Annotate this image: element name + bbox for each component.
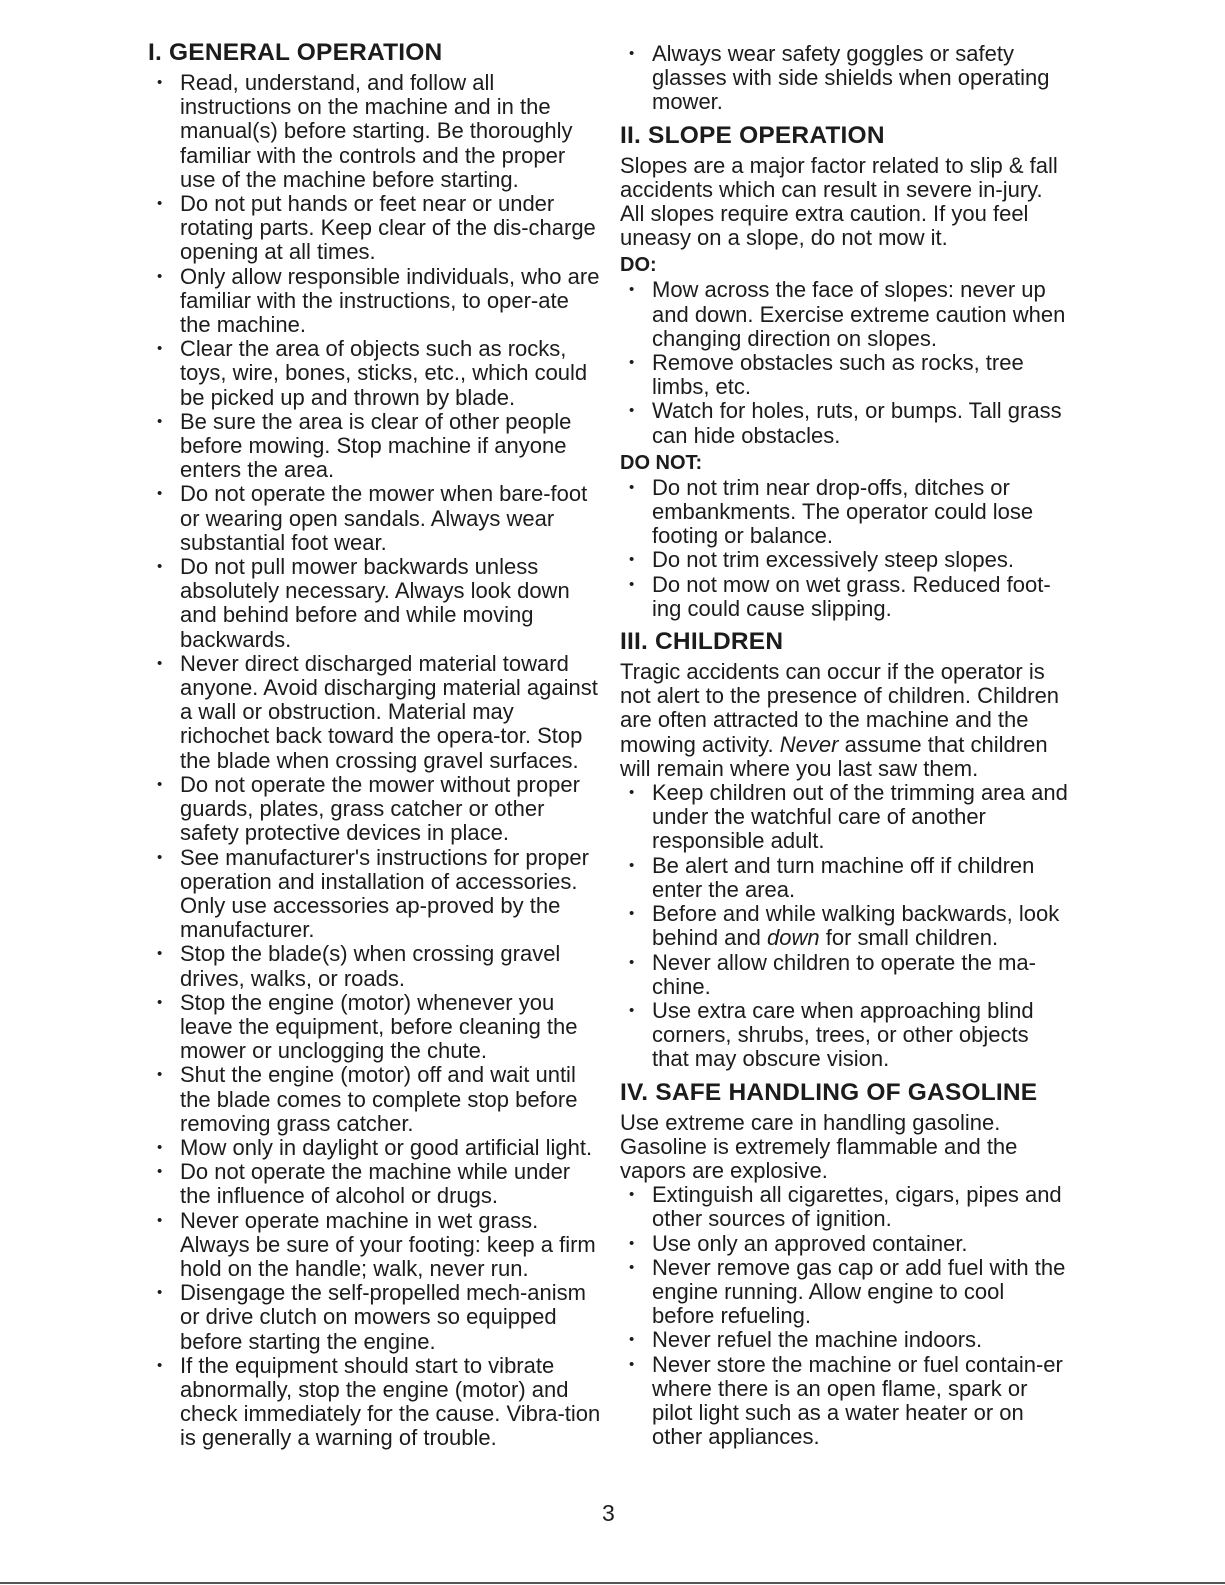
list-item: • Disengage the self-propelled mech-anism or drive clutch on mowers so equipped before starting the engine. [148,1281,604,1354]
general-operation-list [148,71,604,1451]
page-bottom-divider [0,1582,1225,1584]
general-operation-heading: I. GENERAL OPERATION [148,39,443,66]
backwards-emphasis: down [767,925,820,951]
list-item: • Mow across the face of slopes: never up and down. Exercise extreme caution when changing direction on slopes. [620,278,1070,351]
list-item: • See manufacturer's instructions for proper operation and installation of accessories. Only use accessories ap-proved by the manufacturer. [148,846,604,943]
do-heading: DO: [620,254,657,277]
list-item: • Use only an approved container. [620,1232,1070,1256]
list-item: • Never direct discharged material toward anyone. Avoid discharging material against a wall or obstruction. Material may richochet back toward the opera-tor. Stop the blade when crossing gravel surfaces. [148,652,604,773]
list-item: • Do not operate the mower when bare-foot or wearing open sandals. Always wear substantial foot wear. [148,482,604,555]
list-item [620,902,1070,950]
list-item: • Never remove gas cap or add fuel with the engine running. Allow engine to cool before refueling. [620,1256,1070,1329]
list-item: • Never store the machine or fuel contain-er where there is an open flame, spark or pilot light such as a water heater or on other appliances. [620,1353,1070,1450]
list-item: • Do not put hands or feet near or under rotating parts. Keep clear of the dis-charge opening at all times. [148,192,604,265]
list-item: • Do not pull mower backwards unless absolutely necessary. Always look down and behind before and while moving backwards. [148,555,604,652]
list-item: • Read, understand, and follow all instructions on the machine and in the manual(s) before starting. Be thoroughly familiar with the controls and the proper use of the machine before starting. [148,71,604,192]
list-item: • Be alert and turn machine off if children enter the area. [620,854,1070,902]
list-item: • Do not operate the machine while under the influence of alcohol or drugs. [148,1160,604,1208]
list-item: • Be sure the area is clear of other people before mowing. Stop machine if anyone enters the area. [148,410,604,483]
list-item: • Do not trim excessively steep slopes. [620,548,1070,572]
list-item: • Watch for holes, ruts, or bumps. Tall grass can hide obstacles. [620,399,1070,447]
list-item: • Clear the area of objects such as rocks, toys, wire, bones, sticks, etc., which could be picked up and thrown by blade. [148,337,604,410]
list-item: • Remove obstacles such as rocks, tree limbs, etc. [620,351,1070,399]
gasoline-heading: IV. SAFE HANDLING OF GASOLINE [620,1078,1038,1106]
backwards-text: Before and while walking backwards, look behind and [652,901,1060,951]
list-item: • Stop the blade(s) when crossing gravel drives, walks, or roads. [148,942,604,990]
list-item: • Do not mow on wet grass. Reduced foot-ing could cause slipping. [620,573,1070,621]
children-intro-text-end: assume that children will remain where you last saw them. [620,731,1048,781]
slope-intro: Slopes are a major factor related to slip & fall accidents which can result in severe in-jury. All slopes require extra caution. If you feel uneasy on a slope, do not mow it. [620,152,1058,251]
do-not-heading: DO NOT: [620,451,703,474]
list-item: • Do not operate the mower without proper guards, plates, grass catcher or other safety protective devices in place. [148,773,604,846]
list-item: • Shut the engine (motor) off and wait until the blade comes to complete stop before removing grass catcher. [148,1063,604,1136]
children-intro-emphasis: Never [779,731,839,757]
list-item: • Never refuel the machine indoors. [620,1328,1070,1352]
list-item: • Never allow children to operate the ma-chine. [620,951,1070,999]
gasoline-intro: Use extreme care in handling gasoline. Gasoline is extremely flammable and the vapors are explosive. [620,1109,1018,1183]
children-intro-text: Tragic accidents can occur if the operator is not alert to the presence of children. Children are often attracted to the machine and the mowing activity. [620,659,1060,757]
list-item: • Extinguish all cigarettes, cigars, pipes and other sources of ignition. [620,1183,1070,1231]
list-item: • Keep children out of the trimming area and under the watchful care of another responsible adult. [620,781,1070,854]
backwards-text-end: for small children. [825,925,999,951]
left-column [148,38,604,1451]
list-item: • Mow only in daylight or good artificial light. [148,1136,604,1160]
list-item: • Always wear safety goggles or safety glasses with side shields when operating mower. [620,42,1070,115]
list-item: • Do not trim near drop-offs, ditches or embankments. The operator could lose footing or balance. [620,476,1070,549]
do-list [620,278,1070,447]
list-item: • Stop the engine (motor) whenever you leave the equipment, before cleaning the mower or unclogging the chute. [148,991,604,1064]
page-number: 3 [602,1500,615,1526]
children-intro [620,660,1070,781]
list-item: • If the equipment should start to vibrate abnormally, stop the engine (motor) and check immediately for the cause. Vibra-tion is generally a warning of trouble. [148,1354,604,1451]
list-item: • Never operate machine in wet grass. Always be sure of your footing: keep a firm hold on the handle; walk, never run. [148,1209,604,1282]
list-item: • Use extra care when approaching blind corners, shrubs, trees, or other objects that may obscure vision. [620,999,1070,1072]
gasoline-list [620,1183,1070,1449]
goggles-list [620,42,1070,115]
right-column [620,42,1070,1449]
list-item: • Only allow responsible individuals, who are familiar with the instructions, to oper-ate the machine. [148,265,604,338]
children-list [620,781,1070,1071]
slope-operation-heading: II. SLOPE OPERATION [620,121,885,149]
do-not-list [620,476,1070,621]
children-heading: III. CHILDREN [620,628,784,656]
